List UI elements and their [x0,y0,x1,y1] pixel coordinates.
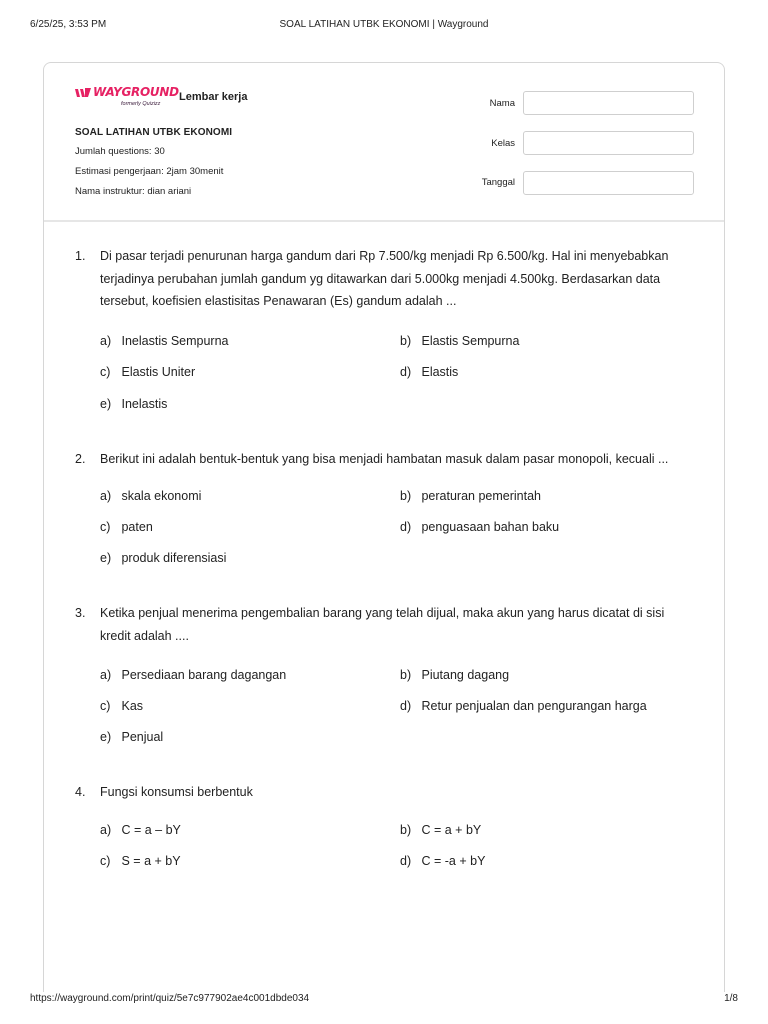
question-text: Ketika penjual menerima pengembalian barang yang telah dijual, maka akun yang harus dicatat di sisi kredit adalah .... [100,606,665,643]
option-4c: c) S = a + bY [100,854,181,868]
option-2c: c) paten [100,520,153,534]
question-3 [75,602,695,648]
date-field[interactable] [523,171,694,195]
estimated-time: Estimasi pengerjaan: 2jam 30menit [75,166,224,177]
option-3b: b) Piutang dagang [400,668,510,682]
date-label: Tanggal [481,177,515,188]
name-label: Nama [489,98,515,109]
question-4 [75,781,695,805]
question-1 [75,245,695,315]
question-number: 2. [75,452,86,466]
page-number: 1/8 [724,993,738,1004]
print-header [30,19,738,33]
instructor-name: Nama instruktur: dian ariani [75,186,192,197]
option-3a: a) Persediaan barang dagangan [100,668,287,682]
option-2a: a) skala ekonomi [100,489,202,503]
option-1c: c) Elastis Uniter [100,365,196,379]
sheet-label: Lembar kerja [179,91,248,103]
print-footer [30,993,738,1007]
print-datetime: 6/25/25, 3:53 PM [30,19,107,30]
option-4a: a) C = a – bY [100,823,181,837]
question-number: 4. [75,785,86,799]
question-2 [75,448,695,472]
option-1d: d) Elastis [400,365,459,379]
name-field[interactable] [523,91,694,115]
brand-logo [75,85,179,113]
quiz-title: SOAL LATIHAN UTBK EKONOMI [75,127,233,138]
brand-w-icon [75,87,95,99]
option-1a: a) Inelastis Sempurna [100,334,229,348]
option-1e: e) Inelastis [100,397,168,411]
worksheet-header [44,63,724,222]
option-1b: b) Elastis Sempurna [400,334,520,348]
option-4d: d) C = -a + bY [400,854,486,868]
option-2d: d) penguasaan bahan baku [400,520,560,534]
option-2b: b) peraturan pemerintah [400,489,542,503]
option-3c: c) Kas [100,699,144,713]
option-4b: b) C = a + bY [400,823,482,837]
question-text: Di pasar terjadi penurunan harga gandum dari Rp 7.500/kg menjadi Rp 6.500/kg. Hal ini menyebabkan terjadinya perubahan jumlah gandum yg ditawarkan dari 5.000kg menjadi 4.500kg. Berdasarkan data tersebut, koefisien elastisitas Penawaran (Es) gandum adalah ... [100,249,669,308]
print-url: https://wayground.com/print/quiz/5e7c977902ae4c001dbde034 [30,993,310,1004]
option-2e: e) produk diferensiasi [100,551,227,565]
brand-name: WAYGROUND [93,85,179,99]
option-3d: d) Retur penjualan dan pengurangan harga [400,699,647,713]
option-3e: e) Penjual [100,730,164,744]
print-page-title: SOAL LATIHAN UTBK EKONOMI | Wayground [279,19,489,30]
question-number: 1. [75,249,86,263]
question-text: Berikut ini adalah bentuk-bentuk yang bisa menjadi hambatan masuk dalam pasar monopoli, kecuali ... [100,452,669,466]
question-number: 3. [75,606,86,620]
question-text: Fungsi konsumsi berbentuk [100,785,253,799]
class-field[interactable] [523,131,694,155]
brand-subtitle: formerly Quizizz [121,101,161,107]
class-label: Kelas [491,138,515,149]
questions-count: Jumlah questions: 30 [75,146,165,157]
